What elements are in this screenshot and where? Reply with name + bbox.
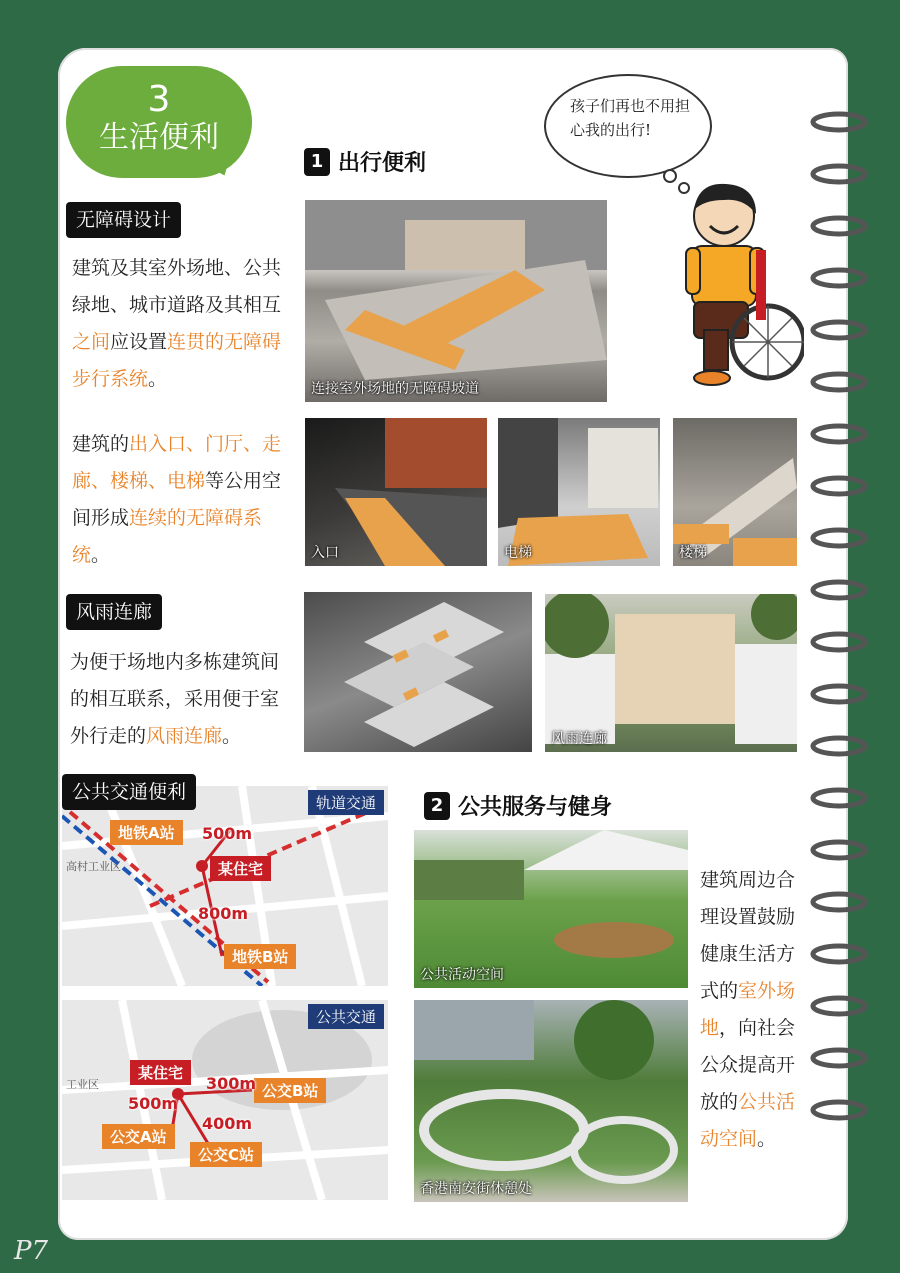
rail-map-home-label: 某住宅	[210, 856, 271, 881]
section-number: 3	[147, 79, 171, 120]
text-span: 。	[91, 544, 111, 566]
speech-bubble: 孩子们再也不用担心我的出行!	[544, 74, 712, 178]
activity-space-photo	[414, 830, 688, 988]
highlight-span: 室外场地	[700, 980, 796, 1039]
rail-map-place-label: 高村工业区	[66, 860, 121, 873]
subsection-2-number: 2	[424, 792, 450, 820]
activity-caption: 公共活动空间	[420, 967, 504, 983]
elevator-photo	[498, 418, 660, 566]
ramp-photo	[305, 200, 607, 402]
bus-map-tag: 公共交通	[308, 1004, 384, 1029]
barrier-free-paragraph-2	[72, 426, 290, 574]
corridor-caption: 风雨连廊	[551, 731, 607, 747]
stairs-photo	[673, 418, 797, 566]
highlight-span: 连续的无障碍系统	[72, 507, 263, 566]
rail-transit-map	[62, 786, 388, 986]
subsection-2-title	[424, 790, 612, 821]
text-span: 建筑周边合理设置鼓励健康生活方式的	[700, 869, 796, 1002]
hk-caption: 香港南安街休憩处	[420, 1181, 532, 1197]
text-span: 。	[148, 368, 168, 390]
page-number: P7	[14, 1236, 49, 1266]
highlight-span: 出入口、门厅、走廊、楼梯、电梯	[72, 433, 282, 492]
section-title: 生活便利	[99, 120, 219, 155]
highlight-span: 风雨连廊	[146, 725, 223, 747]
text-span: 建筑的	[72, 433, 130, 455]
barrier-free-paragraph-1	[72, 250, 290, 398]
aerial-corridor-photo	[304, 592, 532, 752]
text-span: 等公用空间形成	[72, 470, 282, 529]
bus-station-c-label: 公交C站	[190, 1142, 262, 1167]
bus-distance-1: 500m	[128, 1094, 179, 1113]
stairs-caption: 楼梯	[679, 545, 707, 561]
transit-tag: 公共交通便利	[62, 774, 196, 810]
highlight-span: 连贯的无障碍步行系统	[72, 331, 282, 390]
corridor-paragraph	[70, 644, 292, 755]
text-span: 。	[222, 725, 242, 747]
metro-station-b-label: 地铁B站	[224, 944, 296, 969]
corridor-tag: 风雨连廊	[66, 594, 162, 630]
section-header-bubble	[66, 66, 252, 178]
text-span: 。	[757, 1128, 777, 1150]
text-span: 应设置	[110, 331, 168, 353]
ramp-caption: 连接室外场地的无障碍坡道	[311, 381, 479, 397]
rail-distance-2: 800m	[198, 904, 249, 923]
corridor-building-photo	[545, 594, 797, 752]
bus-transit-map	[62, 1000, 388, 1200]
rail-map-tag: 轨道交通	[308, 790, 384, 815]
subsection-1-number: 1	[304, 148, 330, 176]
text-span: ，向社会公众提高开放的	[700, 1017, 796, 1113]
bus-distance-2: 300m	[206, 1074, 257, 1093]
bus-station-a-label: 公交A站	[102, 1124, 175, 1149]
bus-station-b-label: 公交B站	[254, 1078, 326, 1103]
metro-station-a-label: 地铁A站	[110, 820, 183, 845]
bus-map-place-label: 工业区	[66, 1078, 99, 1091]
elevator-caption: 电梯	[504, 545, 532, 561]
hk-rest-area-photo	[414, 1000, 688, 1202]
highlight-span: 公共活动空间	[700, 1091, 796, 1150]
entrance-caption: 入口	[311, 545, 339, 561]
wheelchair-person-illustration	[664, 174, 804, 394]
text-span: 建筑及其室外场地、公共绿地、城市道路及其相互	[72, 257, 282, 316]
entrance-photo	[305, 418, 487, 566]
fitness-paragraph	[700, 862, 812, 1158]
subsection-1-label: 出行便利	[338, 151, 427, 176]
rail-distance-1: 500m	[202, 824, 253, 843]
text-span: 为便于场地内多栋建筑间的相互联系，采用便于室外行走的	[70, 651, 280, 747]
highlight-span: 之间	[72, 331, 111, 353]
barrier-free-tag: 无障碍设计	[66, 202, 181, 238]
bus-map-home-label: 某住宅	[130, 1060, 191, 1085]
subsection-1-title	[304, 146, 426, 177]
bus-distance-3: 400m	[202, 1114, 253, 1133]
subsection-2-label: 公共服务与健身	[458, 795, 613, 820]
